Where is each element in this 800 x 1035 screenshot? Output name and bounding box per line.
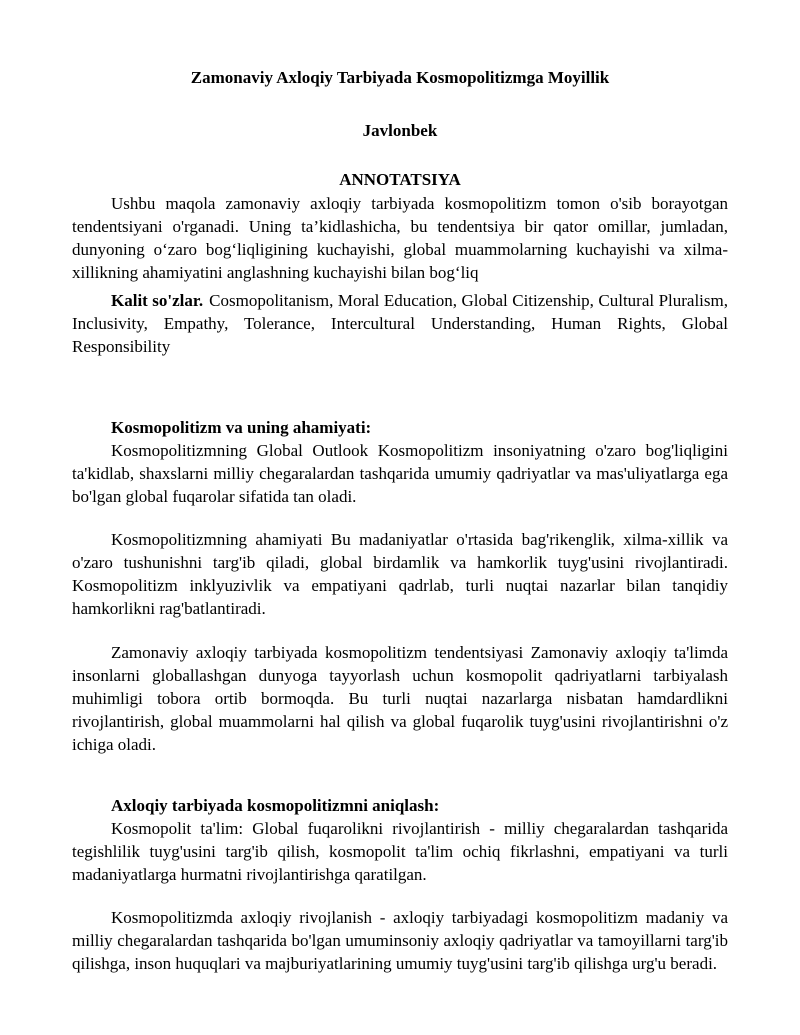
- author-name: Javlonbek: [362, 121, 438, 140]
- abstract-paragraph: Ushbu maqola zamonaviy axloqiy tarbiyada kosmopolitizm tomon o'sib borayotgan tendentsiyani o'rganadi. Uning ta’kidlashicha, bu tendentsiya bir qator omillar, jumladan, dunyoning oʻzaro bogʻliqligining kuchayishi, global muammolarning kuchayishi va xilma-xillikning ahamiyatini anglashning kuchayishi bilan bogʻliq: [72, 194, 728, 282]
- section-heading-importance: Kosmopolitizm va uning ahamiyati:: [111, 418, 372, 437]
- document-title: Zamonaviy Axloqiy Tarbiyada Kosmopolitizmga Moyillik: [190, 68, 610, 87]
- keywords-text: Cosmopolitanism, Moral Education, Global Citizenship, Cultural Pluralism, Inclusivity, Empathy, Tolerance, Intercultural Understanding, Human Rights, Global Responsibility: [72, 291, 728, 356]
- body-paragraph: Kosmopolit ta'lim: Global fuqarolikni rivojlantirish - milliy chegaralardan tashqarida tegishlilik tuyg'usini targ'ib qilish, kosmopolit ta'lim ochiq fikrlashni, empatiyani va turli madaniyatlarga hurmatni rivojlantirishga qaratilgan.: [72, 819, 728, 884]
- body-paragraph: Kosmopolitizmda axloqiy rivojlanish - axloqiy tarbiyadagi kosmopolitizm madaniy va milliy chegaralardan tashqarida bo'lgan umuminsoniy axloqiy qadriyatlar va tamoyillarni targ'ib qilishga, inson huquqlari va majburiyatlarining umumiy tuyg'usini targ'ib qilishga urg'u beradi.: [72, 908, 728, 973]
- body-paragraph: Kosmopolitizmning ahamiyati Bu madaniyatlar o'rtasida bag'rikenglik, xilma-xillik va o'zaro tushunishni targ'ib qiladi, global birdamlik va hamkorlik tuyg'usini rivojlantiradi. Kosmopolitizm inklyuzivlik va empatiyani qadrlab, turli nuqtai nazarlar bilan tanqidiy hamkorlikni rag'batlantiradi.: [72, 530, 728, 618]
- body-paragraph: Kosmopolitizmning Global Outlook Kosmopolitizm insoniyatning o'zaro bog'liqligini ta'kidlab, shaxslarni milliy chegaralardan tashqarida umumiy qadriyatlar va mas'uliyatlarga ega bo'lgan global fuqarolar sifatida tan oladi.: [72, 441, 728, 506]
- section-heading-defining: Axloqiy tarbiyada kosmopolitizmni aniqlash:: [111, 796, 440, 815]
- abstract-heading: ANNOTATSIYA: [339, 170, 461, 189]
- keywords-paragraph: [72, 289, 728, 358]
- keywords-label: Kalit so'zlar.: [111, 291, 204, 310]
- body-paragraph: Zamonaviy axloqiy tarbiyada kosmopolitizm tendentsiyasi Zamonaviy axloqiy ta'limda insonlarni globallashgan dunyoga tayyorlash uchun kosmopolit qadriyatlarni tarbiyalash muhimligi tobora ortib bormoqda. Bu turli nuqtai nazarlarga nisbatan hamdardlikni rivojlantirish, global muammolarni hal qilish va global fuqarolik tuyg'usini rivojlantirishni o'z ichiga oladi.: [72, 643, 728, 754]
